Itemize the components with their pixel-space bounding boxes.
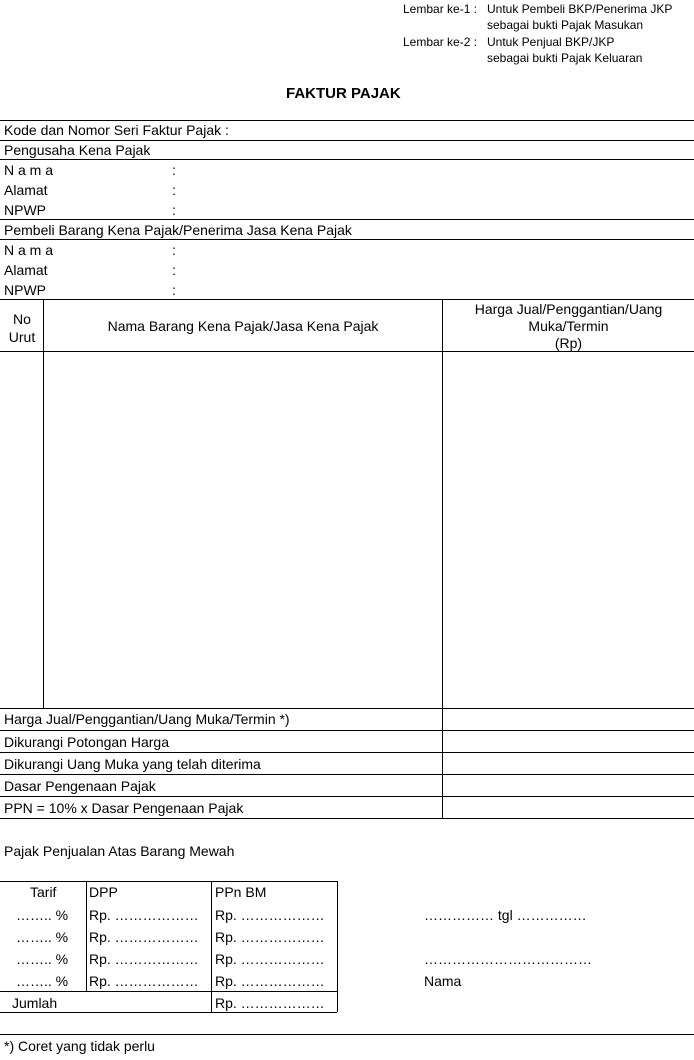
pembeli-nama-label: N a m a — [4, 242, 54, 258]
ppnbm-header-tarif: Tarif — [30, 884, 57, 900]
pengusaha-alamat-colon: : — [172, 182, 176, 198]
ppnbm-row-2-ppnbm: Rp. ……………… — [215, 929, 325, 945]
pengusaha-nama-colon: : — [172, 162, 176, 178]
lembar2-text: Untuk Penjual BKP/JKP — [487, 35, 615, 49]
pembeli-alamat-colon: : — [172, 262, 176, 278]
summary-uang-muka: Dikurangi Uang Muka yang telah diterima — [4, 756, 261, 772]
footnote: *) Coret yang tidak perlu — [4, 1038, 155, 1054]
ppnbm-row-2-tarif: …….. % — [16, 929, 69, 945]
pembeli-title: Pembeli Barang Kena Pajak/Penerima Jasa Kena Pajak — [4, 222, 352, 238]
lembar1-text-2: sebagai bukti Pajak Masukan — [487, 18, 644, 32]
ppnbm-header-dpp: DPP — [89, 884, 118, 900]
ppnbm-jumlah-value: Rp. ……………… — [215, 995, 325, 1011]
ppnbm-title: Pajak Penjualan Atas Barang Mewah — [4, 843, 235, 859]
col-harga-header: Harga Jual/Penggantian/Uang Muka/Termin (Rp) — [474, 301, 663, 351]
ppnbm-row-4-tarif: …….. % — [16, 973, 69, 989]
lembar2-text-2: sebagai bukti Pajak Keluaran — [487, 51, 643, 65]
summary-dpp: Dasar Pengenaan Pajak — [4, 778, 156, 794]
pengusaha-alamat-label: Alamat — [4, 182, 48, 198]
pengusaha-nama-label: N a m a — [4, 162, 54, 178]
pengusaha-npwp-colon: : — [172, 202, 176, 218]
pengusaha-npwp-label: NPWP — [4, 202, 46, 218]
lembar1-label: Lembar ke-1 : — [403, 2, 478, 16]
summary-ppn: PPN = 10% x Dasar Pengenaan Pajak — [4, 800, 244, 816]
pembeli-nama-colon: : — [172, 242, 176, 258]
pembeli-npwp-colon: : — [172, 282, 176, 298]
signature-line: ……………………………… — [424, 951, 592, 967]
signature-nama: Nama — [424, 973, 462, 989]
ppnbm-row-2-dpp: Rp. ……………… — [89, 929, 199, 945]
lembar1-text: Untuk Pembeli BKP/Penerima JKP — [487, 2, 673, 16]
col-nama-header: Nama Barang Kena Pajak/Jasa Kena Pajak — [107, 318, 379, 334]
ppnbm-row-3-tarif: …….. % — [16, 951, 69, 967]
ppnbm-row-1-tarif: …….. % — [16, 907, 69, 923]
ppnbm-row-1-ppnbm: Rp. ……………… — [215, 907, 325, 923]
ppnbm-row-4-ppnbm: Rp. ……………… — [215, 973, 325, 989]
page-title: FAKTUR PAJAK — [286, 85, 401, 102]
ppnbm-row-3-ppnbm: Rp. ……………… — [215, 951, 325, 967]
ppnbm-row-3-dpp: Rp. ……………… — [89, 951, 199, 967]
pembeli-alamat-label: Alamat — [4, 262, 48, 278]
ppnbm-jumlah-label: Jumlah — [12, 995, 58, 1011]
lembar2-label: Lembar ke-2 : — [403, 35, 478, 49]
pengusaha-title: Pengusaha Kena Pajak — [4, 142, 151, 158]
summary-harga-jual: Harga Jual/Penggantian/Uang Muka/Termin *) — [4, 711, 290, 727]
kode-seri-label: Kode dan Nomor Seri Faktur Pajak : — [4, 122, 229, 138]
pembeli-npwp-label: NPWP — [4, 282, 46, 298]
ppnbm-row-4-dpp: Rp. ……………… — [89, 973, 199, 989]
ppnbm-header-ppnbm: PPn BM — [215, 884, 267, 900]
col-no-header: No Urut — [8, 311, 36, 345]
ppnbm-row-1-dpp: Rp. ……………… — [89, 907, 199, 923]
signature-date-line: …………… tgl …………… — [424, 907, 587, 923]
summary-potongan: Dikurangi Potongan Harga — [4, 734, 169, 750]
